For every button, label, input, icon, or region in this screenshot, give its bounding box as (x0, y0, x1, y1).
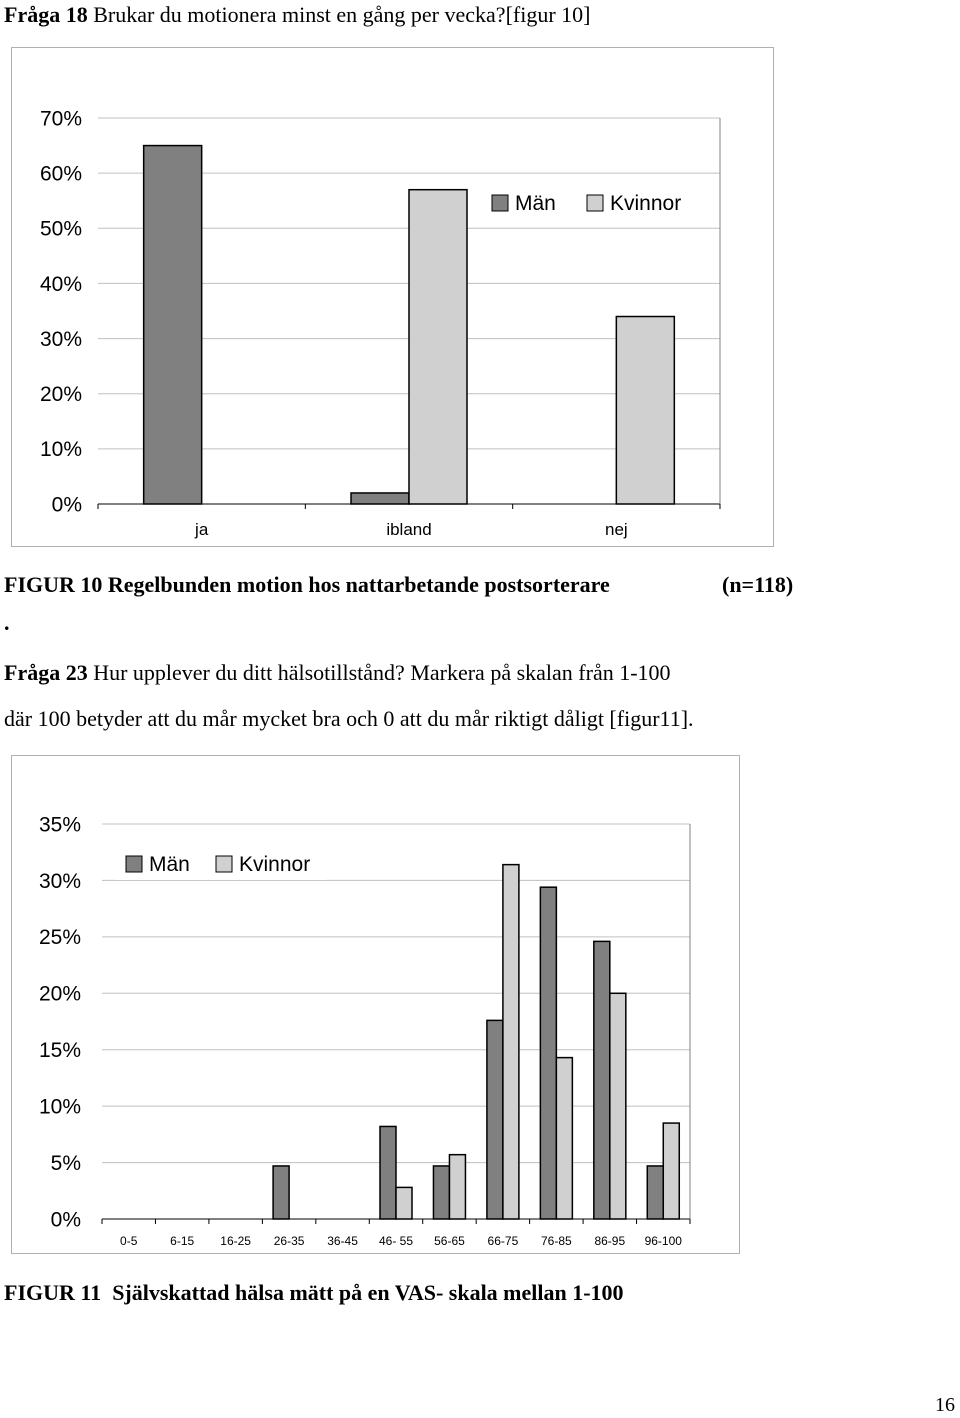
y-tick-label: 5% (50, 1151, 81, 1175)
figure-10-chart-frame (11, 47, 774, 547)
y-tick-label: 20% (39, 383, 82, 407)
bar-man (487, 1020, 503, 1219)
figure-10-n: (n=118) (722, 572, 794, 597)
y-tick-label: 50% (39, 217, 82, 241)
x-tick-label: 56-65 (434, 1234, 465, 1248)
bar-kvinna (396, 1187, 412, 1219)
page-number: 16 (935, 1394, 955, 1416)
x-tick-label: 86-95 (594, 1234, 626, 1248)
bar-kvinna (409, 190, 467, 504)
x-tick-label: 0-5 (120, 1234, 138, 1248)
bar-kvinna (449, 1155, 465, 1219)
bar-kvinna (556, 1058, 572, 1219)
bar-man (647, 1166, 663, 1219)
bar-man (351, 493, 409, 504)
y-tick-label: 40% (39, 272, 82, 296)
bar-kvinna (663, 1123, 679, 1219)
bar-kvinna (503, 865, 519, 1219)
bar-man (594, 941, 610, 1219)
x-tick-label: nej (604, 520, 628, 539)
bar-kvinna (616, 317, 674, 504)
question-23-label: Fråga 23 (4, 660, 88, 685)
bar-man (380, 1126, 396, 1219)
y-tick-label: 10% (38, 1095, 81, 1119)
bar-man (273, 1166, 289, 1219)
figure-11-label: FIGUR 11 (4, 1280, 102, 1305)
y-tick-label: 25% (38, 926, 81, 950)
x-tick-label: 76-85 (541, 1234, 572, 1248)
legend-label-kvinna: Kvinnor (610, 192, 682, 215)
x-tick-label: 46- 55 (378, 1234, 414, 1248)
x-tick-label: 6-15 (170, 1234, 195, 1248)
y-tick-label: 35% (38, 813, 81, 837)
legend-label-man: Män (515, 192, 556, 215)
y-tick-label: 0% (51, 493, 82, 517)
question-18-text: Brukar du motionera minst en gång per vecka?[figur 10] (87, 2, 591, 27)
x-tick-label: 26-35 (273, 1234, 305, 1248)
question-18 (4, 2, 590, 28)
legend-swatch-kvinna (587, 195, 603, 211)
x-tick-label: ibland (386, 520, 432, 539)
y-tick-label: 30% (38, 869, 81, 893)
figure-10-label: FIGUR 10 (4, 572, 103, 597)
question-23 (4, 660, 671, 686)
figure-10-caption (4, 572, 610, 598)
y-tick-label: 15% (38, 1039, 81, 1063)
bar-man (540, 887, 556, 1219)
figure-10-title: Regelbunden motion hos nattarbetande postsorterare (102, 572, 610, 597)
legend-swatch-man (492, 195, 508, 211)
bar-kvinna (610, 993, 626, 1219)
legend-label-kvinna: Kvinnor (239, 853, 311, 876)
question-18-label: Fråga 18 (4, 2, 88, 27)
x-tick-label: 96-100 (644, 1234, 682, 1248)
figure-11-caption (4, 1280, 624, 1306)
question-23-line2: där 100 betyder att du mår mycket bra och 0 att du mår riktigt dåligt [figur11]. (4, 706, 694, 731)
legend-label-man: Män (149, 853, 190, 876)
x-tick-label: 16-25 (220, 1234, 251, 1248)
x-tick-label: 66-75 (487, 1234, 519, 1248)
x-tick-label: ja (195, 520, 209, 539)
question-23-text: Hur upplever du ditt hälsotillstånd? Markera på skalan från 1-100 (87, 660, 671, 685)
figure-11-chart-frame (11, 755, 740, 1254)
legend-swatch-kvinna (216, 856, 232, 872)
figure-11-spacer (101, 1280, 112, 1305)
y-tick-label: 0% (50, 1208, 81, 1232)
x-tick-label: 36-45 (327, 1234, 358, 1248)
bar-man (144, 146, 202, 504)
legend-swatch-man (126, 856, 142, 872)
figure-11-title: Självskattad hälsa mätt på en VAS- skala mellan 1-100 (112, 1280, 624, 1305)
figure-11-chart (12, 756, 739, 1253)
y-tick-label: 10% (39, 438, 82, 462)
y-tick-label: 20% (38, 982, 81, 1006)
figure-10-chart (12, 48, 773, 546)
y-tick-label: 70% (39, 107, 82, 131)
dot: . (4, 610, 10, 635)
bar-man (433, 1166, 449, 1219)
y-tick-label: 30% (39, 327, 82, 351)
y-tick-label: 60% (39, 162, 82, 186)
